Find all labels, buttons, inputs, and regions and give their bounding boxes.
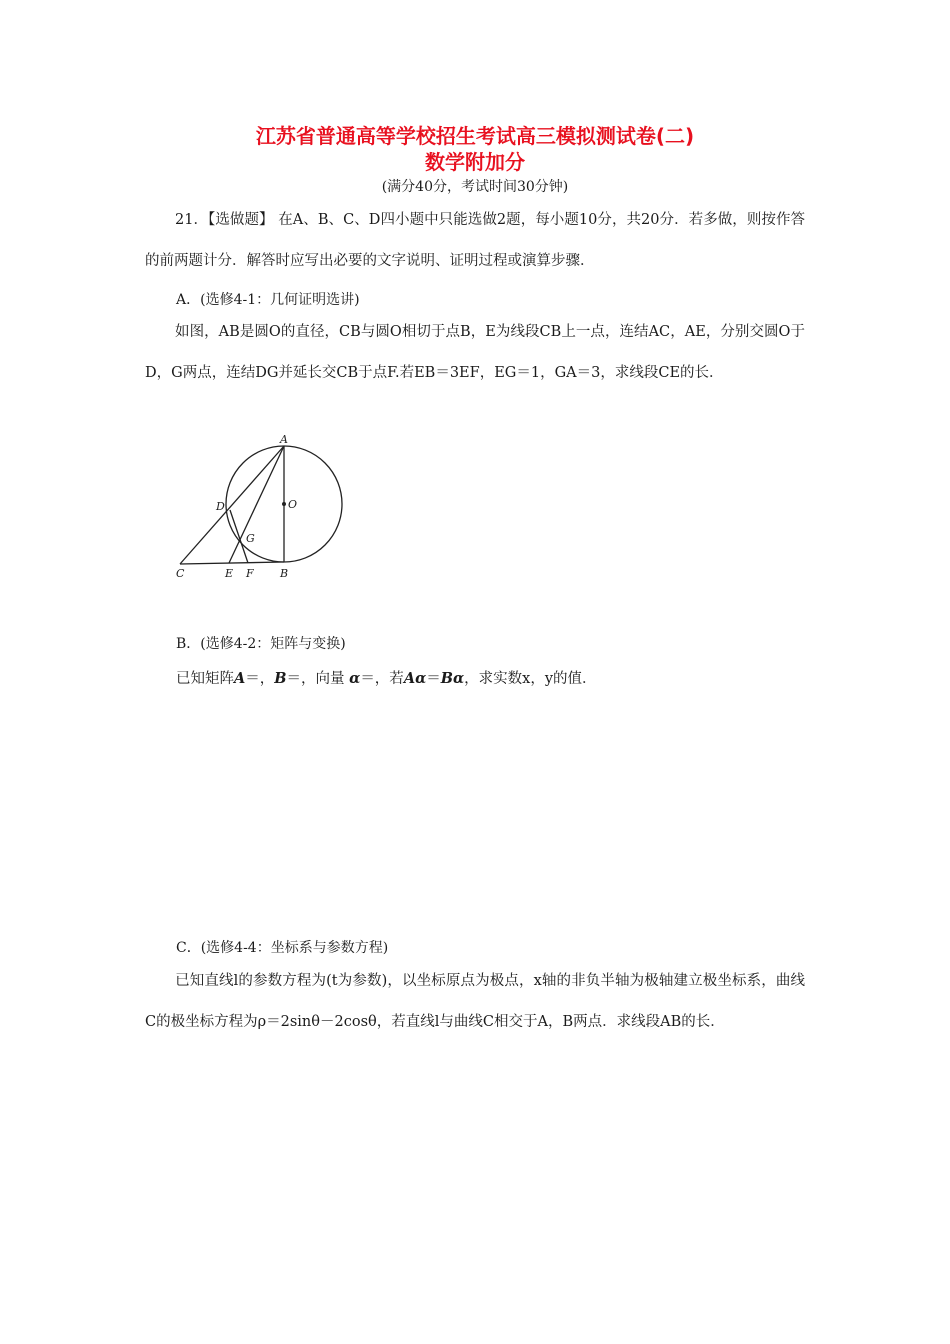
b-suffix: ，求实数x，y的值． bbox=[464, 671, 597, 687]
label-c: C bbox=[176, 567, 185, 580]
intro-text: 21．【选做题】 在A、B、C、D四小题中只能选做2题，每小题10分，共20分．若多做，则按作答的前两题计分．解答时应写出必要的文字说明、证明过程或演算步骤． bbox=[145, 212, 805, 269]
expr-a-alpha: Aα bbox=[403, 670, 427, 687]
problem-a-body bbox=[145, 312, 805, 394]
problem-a-label: A．(选修4-1：几何证明选讲) bbox=[176, 292, 360, 308]
matrix-a: A bbox=[234, 670, 246, 687]
exam-subject: 数学附加分 bbox=[425, 150, 525, 174]
problem-b-body bbox=[176, 669, 597, 689]
label-b: B bbox=[280, 567, 289, 580]
b-eq2: ＝，向量 bbox=[286, 671, 350, 687]
problem-c-label: C．(选修4-4：坐标系与参数方程) bbox=[176, 940, 389, 956]
matrix-b: B bbox=[274, 670, 287, 687]
geometry-figure bbox=[170, 430, 350, 585]
exam-title: 江苏省普通高等学校招生考试高三模拟测试卷(二) bbox=[255, 124, 695, 148]
label-f: F bbox=[246, 567, 254, 580]
label-e: E bbox=[225, 567, 234, 580]
problem-c-body bbox=[145, 961, 805, 1043]
problem-c-text: 已知直线l的参数方程为(t为参数)，以坐标原点为极点，x轴的非负半轴为极轴建立极坐标系，曲线C的极坐标方程为ρ＝2sinθ－2cosθ，若直线l与曲线C相交于A，B两点．求线段AB的长． bbox=[145, 973, 805, 1030]
label-d: D bbox=[216, 500, 225, 513]
segment-ac bbox=[180, 446, 284, 564]
label-o: O bbox=[288, 498, 298, 511]
problem-b-label: B．(选修4-2：矩阵与变换) bbox=[176, 636, 346, 652]
vector-alpha: α bbox=[349, 670, 361, 687]
exam-info: (满分40分，考试时间30分钟) bbox=[381, 179, 569, 195]
question-21-intro bbox=[145, 200, 805, 282]
b-prefix: 已知矩阵 bbox=[176, 671, 234, 687]
center-dot bbox=[282, 502, 286, 506]
label-a: A bbox=[280, 433, 288, 446]
expr-b-alpha: Bα bbox=[440, 670, 465, 687]
segment-ae bbox=[229, 446, 284, 563]
b-eq3: ＝，若 bbox=[360, 671, 404, 687]
tangent-cb bbox=[180, 562, 284, 564]
problem-a-text: 如图，AB是圆O的直径，CB与圆O相切于点B，E为线段CB上一点，连结AC，AE，分别交圆O于D，G两点，连结DG并延长交CB于点F.若EB＝3EF，EG＝1，GA＝3，求线段CE的长． bbox=[145, 324, 805, 381]
b-eq1: ＝， bbox=[245, 671, 275, 687]
label-g: G bbox=[246, 532, 255, 545]
b-eq4: ＝ bbox=[426, 671, 441, 687]
